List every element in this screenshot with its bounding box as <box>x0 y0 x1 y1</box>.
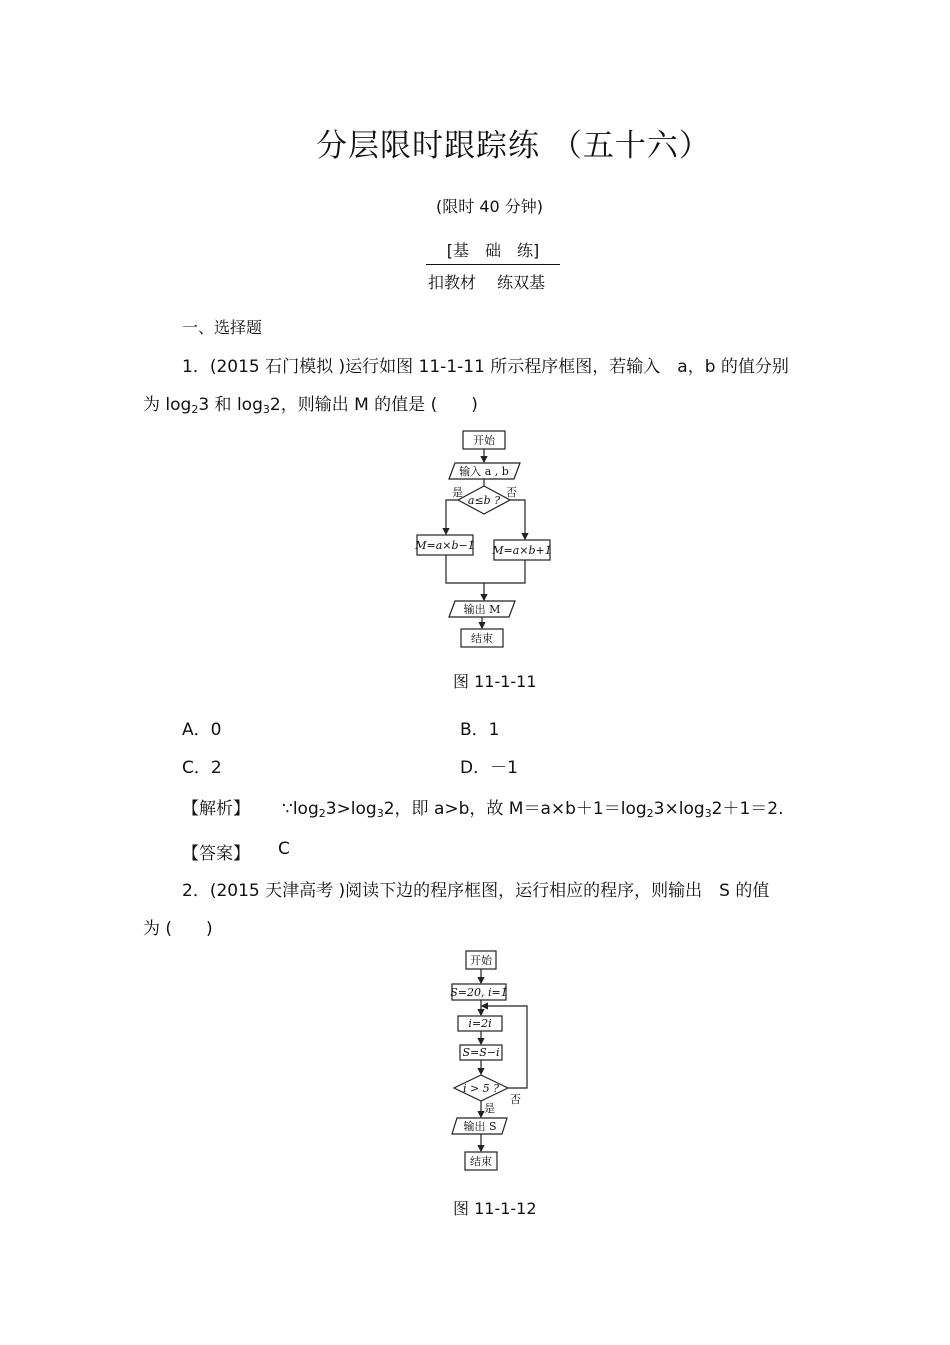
option-a: A．0 <box>182 720 222 740</box>
analysis-text <box>282 794 784 819</box>
fc1-left-process-label: M=a×b−1 <box>415 539 475 552</box>
option-d: D．－1 <box>460 758 518 778</box>
analysis-part: ∵log <box>282 799 319 819</box>
fc1-input-label: 输入 a , b <box>459 465 509 478</box>
option-b: B．1 <box>460 720 500 740</box>
question-1-line2 <box>143 390 478 415</box>
q1-text-part: 为 log <box>143 395 192 415</box>
section-label: [基 础 练] <box>426 238 560 265</box>
fc2-no-label: 否 <box>510 1093 521 1106</box>
analysis-sub: 3 <box>376 807 384 820</box>
fc1-end-label: 结束 <box>471 632 493 645</box>
analysis-sub: 2 <box>646 807 654 820</box>
fc2-output-label: 输出 S <box>463 1120 497 1133</box>
question-2-line1: 2．(2015 天津高考 )阅读下边的程序框图，运行相应的程序，则输出 S 的值 <box>182 881 770 901</box>
analysis-part: 2＋1＝2. <box>711 799 784 819</box>
question-1-line1: 1．(2015 石门模拟 )运行如图 11-1-11 所示程序框图，若输入 a，b 的值分别 <box>182 357 789 377</box>
question-2-line2: 为 ( ) <box>143 919 213 939</box>
flowchart-11-1-11 <box>400 425 570 650</box>
analysis-sub: 3 <box>704 807 712 820</box>
fc1-no-label: 否 <box>506 486 517 499</box>
analysis-label: 【解析】 <box>182 799 250 819</box>
fc1-decision-label: a≤b ? <box>467 494 501 507</box>
time-limit: (限时 40 分钟) <box>436 197 544 216</box>
analysis-sub: 2 <box>318 807 326 820</box>
fc2-step2-label: S=S−i <box>462 1046 500 1059</box>
analysis-part: 3×log <box>653 799 705 819</box>
fc2-yes-label: 是 <box>484 1102 495 1115</box>
fc1-start-label: 开始 <box>473 434 495 447</box>
q1-text-part: 3 和 log <box>198 395 263 415</box>
figure-caption-1: 图 11-1-11 <box>453 672 537 691</box>
section-subtitle: 扣教材 练双基 <box>428 273 546 292</box>
option-c: C．2 <box>182 758 222 778</box>
analysis-part: 3>log <box>325 799 377 819</box>
fc1-yes-label: 是 <box>452 486 463 499</box>
fc2-end-label: 结束 <box>470 1155 492 1168</box>
fc2-decision-label: i > 5 ? <box>462 1082 500 1095</box>
q1-text-part: 2，则输出 M 的值是 ( ) <box>269 395 478 415</box>
q1-subscript: 2 <box>191 403 199 416</box>
fc1-output-label: 输出 M <box>463 603 501 616</box>
part-heading: 一、选择题 <box>182 318 263 337</box>
answer-label: 【答案】 <box>182 844 250 864</box>
fc1-right-process-label: M=a×b+1 <box>492 544 552 557</box>
q1-subscript: 3 <box>262 403 270 416</box>
analysis-part: 2，即 a>b，故 M＝a×b＋1＝log <box>383 799 647 819</box>
fc2-start-label: 开始 <box>470 954 492 967</box>
fc2-init-label: S=20, i=1 <box>450 986 508 999</box>
flowchart-11-1-12 <box>440 945 540 1175</box>
figure-caption-2: 图 11-1-12 <box>453 1199 537 1218</box>
answer-value: C <box>278 839 290 859</box>
fc2-step1-label: i=2i <box>468 1017 492 1030</box>
page-title: 分层限时跟踪练 （五十六） <box>316 128 711 164</box>
